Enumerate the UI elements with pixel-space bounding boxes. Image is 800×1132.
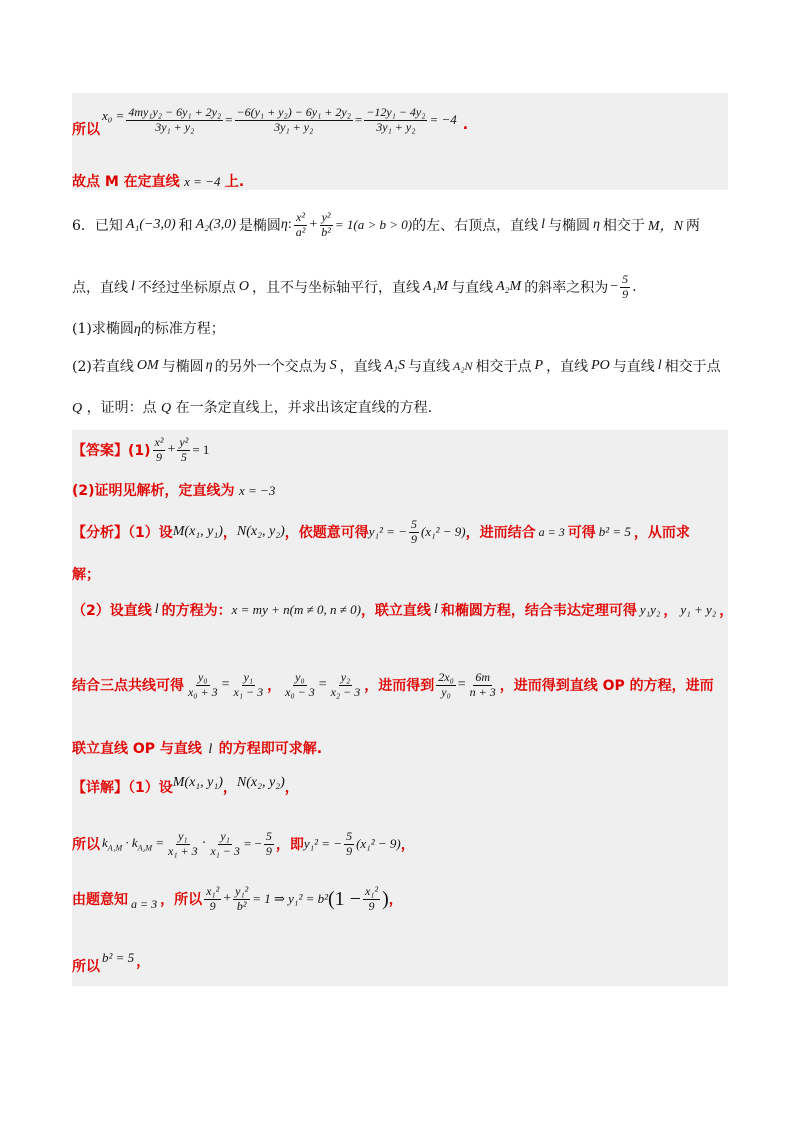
answer-x-frac: $\frac{\text{x²}}{9}$ (154, 434, 164, 464)
x0-eq: x₀ = (102, 108, 125, 123)
detail-ie-frac: $\frac{5}{9}$ (346, 828, 353, 858)
detail-line-4: 所以 b² = 5 ， (72, 950, 151, 975)
so-label: 所以 (72, 122, 100, 138)
detail-line-2: 所以 $k_{A_1M} \cdot k_{A_2M}$ = $\frac{\text{y₁}}{\text{x₁ + 3}}$ · $\frac{\text{y₁}}{\text{x₁ − 3}}$ = − $\frac{5}{9}$ ，即 y₁² = − $\frac{5}{9}$ (x₁² − 9) ， (72, 828, 415, 858)
analysis-eq1-frac: $\frac{5}{9}$ (410, 516, 417, 546)
slope-frac: $\frac{5}{9}$ (622, 271, 629, 301)
problem-question-2-b: Q ，证明：点 Q 在一条定直线上，并求出该定直线的方程. (72, 400, 433, 416)
fraction-2: $\frac{\text{−6(y₁ + y₂) − 6y₁ + 2y₂}}{\text{3y₁ + y₂}}$ (236, 104, 351, 134)
top-equation-line (72, 97, 468, 143)
detail-line-1: 【详解】（1）设 M(x₁, y₁) ， N(x₂, y₂) ， (72, 775, 299, 796)
answer-part-1: 【答案】(1) $\frac{\text{x²}}{9}$ + $\frac{\text{y²}}{5}$ = 1 (72, 434, 210, 464)
detail-g-y-frac: $\frac{\text{y₁²}}{\text{b²}}$ (235, 883, 249, 913)
detail-k2-frac: $\frac{\text{y₁}}{\text{x₁ − 3}}$ (210, 828, 240, 858)
ratio-left: $\frac{\text{2x₀}}{\text{y₀}}$ (438, 669, 454, 699)
fraction-1: $\frac{\text{4my₁y₂ − 6y₁ + 2y₂}}{\text{3y₁ + y₂}}$ (128, 104, 222, 134)
detail-g-x-frac: $\frac{\text{x₁²}}{9}$ (206, 883, 220, 913)
analysis-line-4: 联立直线 OP 与直线 l 的方程即可求解. (72, 741, 323, 757)
eq-sign-1: = (225, 112, 233, 127)
answer-y-frac: $\frac{\text{y²}}{5}$ (179, 434, 189, 464)
collinear-2-right: $\frac{\text{y₂}}{\text{x₂ − 3}}$ (330, 669, 361, 699)
detail-line-3: 由题意知 a = 3 ，所以 $\frac{\text{x₁²}}{9}$ + $\frac{\text{y₁²}}{\text{b²}}$ = 1 ⇒ y₁² = b² (1 − $\frac{\text{x₁²}}{9}$ ) ， (72, 883, 403, 913)
analysis-line-1: 【分析】（1）设 M(x₁, y₁) ， N(x₂, y₂) ，依题意可得 y₁² = − $\frac{5}{9}$ (x₁² − 9) ，进而结合 a = 3 可得 b² = 5 ，从而求 (72, 516, 690, 546)
top-conclusion: 故点 M 在定直线 x = −4 上. (72, 174, 245, 190)
analysis-l-var: l (154, 602, 159, 617)
problem-line-1: 6．已知 A₁(−3,0) 和 A₂(3,0) 是椭圆 η : $\frac{\text{x²}}{\text{a²}}$ + $\frac{\text{y²}}{\text{b²}}$ = 1(a > b > 0) 的左、右顶点，直线 l 与椭圆 η 相交于 M，N 两 (72, 209, 700, 239)
analysis-l-var-2: l (433, 602, 438, 617)
detail-g-f-frac: $\frac{\text{x₁²}}{9}$ (364, 883, 379, 913)
slope-product: $k_{A_1M} \cdot k_{A_2M}$ = (102, 835, 165, 853)
fraction-3: $\frac{\text{−12y₁ − 4y₂}}{\text{3y₁ + y₂}}$ (366, 104, 426, 134)
ellipse-y-frac: $\frac{\text{y²}}{\text{b²}}$ (321, 209, 331, 239)
analysis-line-3: 结合三点共线可得 $\frac{\text{y₀}}{\text{x₀ + 3}}$ = $\frac{\text{y₁}}{\text{x₁ − 3}}$ ， $\frac{\text{y₀}}{\text{x₀ − 3}}$ = $\frac{\text{y₂}}{\text{x₂ − 3}}$ ，进而得到 $\frac{\text{2x₀}}{\text{y₀}}$ = $\frac{6m}{n + 3}$ ，进而得到直线 OP 的方程，进而 (72, 669, 714, 699)
detail-kres-frac: $\frac{5}{9}$ (265, 828, 272, 858)
collinear-2-left: $\frac{\text{y₀}}{\text{x₀ − 3}}$ (285, 669, 315, 699)
analysis-line-1b: 解； (72, 567, 100, 583)
ratio-right: $\frac{6m}{n + 3}$ (469, 669, 496, 699)
collinear-1-left: $\frac{\text{y₀}}{\text{x₀ + 3}}$ (188, 669, 218, 699)
analysis-l-var-3: l (208, 742, 213, 757)
answer-label: 【答案】(1) (72, 443, 151, 459)
answer-part-2: (2)证明见解析，定直线为 x = −3 (72, 483, 276, 499)
period: . (462, 117, 469, 133)
eq-sign-2: = (354, 112, 363, 127)
problem-line-2: 点，直线 l 不经过坐标原点 O ，且不与坐标轴平行，直线 A₁M 与直线 A₂M 的斜率之积为 − $\frac{5}{9}$ . (72, 271, 637, 301)
problem-question-2-a: (2)若直线 OM 与椭圆 η 的另外一个交点为 S ，直线 A₁S 与直线 A₂N 相交于点 P ，直线 PO 与直线 l 相交于点 (72, 358, 721, 375)
result-value: = −4 (429, 112, 457, 127)
collinear-1-right: $\frac{\text{y₁}}{\text{x₁ − 3}}$ (233, 669, 264, 699)
detail-k1-frac: $\frac{\text{y₁}}{\text{x₁ + 3}}$ (168, 828, 198, 858)
analysis-line-2: （2）设直线 l 的方程为： x = my + n(m ≠ 0, n ≠ 0) ，联立直线 l 和椭圆方程，结合韦达定理可得 y₁y₂ ， y₁ + y₂ ， (72, 602, 734, 619)
ellipse-x-frac: $\frac{\text{x²}}{\text{a²}}$ (295, 209, 306, 239)
problem-question-1: (1)求椭圆η的标准方程； (72, 321, 225, 337)
